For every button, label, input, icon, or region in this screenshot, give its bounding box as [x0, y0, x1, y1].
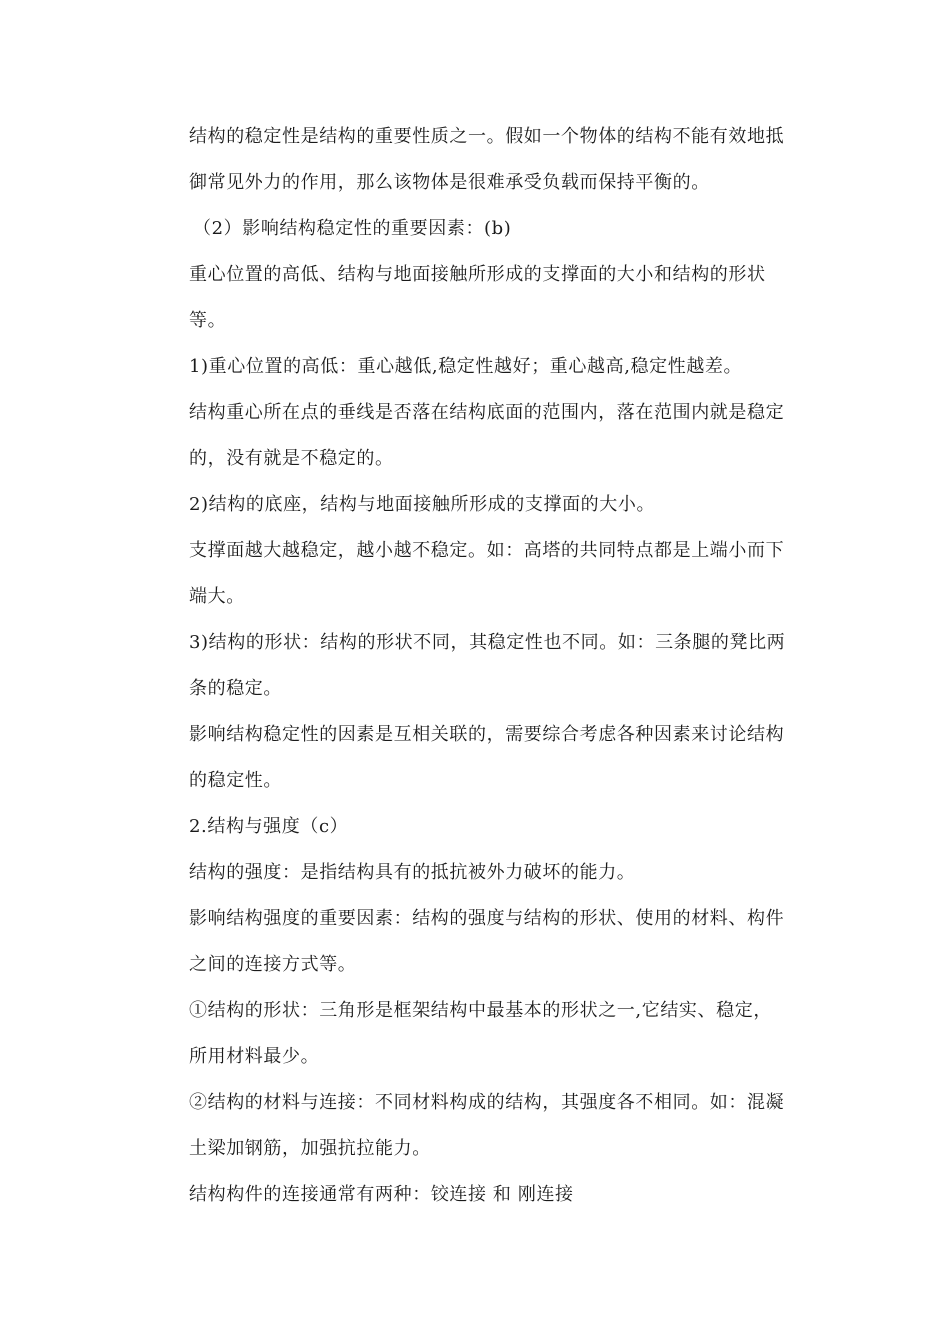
- paragraph-line: 御常见外力的作用，那么该物体是很难承受负载而保持平衡的。: [189, 172, 710, 193]
- list-item: ①结构的形状：三角形是框架结构中最基本的形状之一,它结实、稳定，: [189, 1000, 772, 1021]
- list-item: 1)重心位置的高低：重心越低,稳定性越好；重心越高,稳定性越差。: [189, 356, 743, 377]
- paragraph-line: 结构重心所在点的垂线是否落在结构底面的范围内，落在范围内就是稳定: [189, 402, 785, 423]
- list-item: 3)结构的形状：结构的形状不同，其稳定性也不同。如：三条腿的凳比两: [189, 632, 786, 653]
- paragraph-line: 重心位置的高低、结构与地面接触所形成的支撑面的大小和结构的形状: [189, 264, 766, 285]
- paragraph-line: 的，没有就是不稳定的。: [189, 448, 394, 469]
- paragraph-line: 所用材料最少。: [189, 1046, 320, 1067]
- list-item: ②结构的材料与连接：不同材料构成的结构，其强度各不相同。如：混凝: [189, 1092, 785, 1113]
- paragraph-line: 条的稳定。: [189, 678, 282, 699]
- paragraph-line: 土梁加钢筋，加强抗拉能力。: [189, 1138, 431, 1159]
- list-item: 2)结构的底座，结构与地面接触所形成的支撑面的大小。: [189, 494, 656, 515]
- paragraph-line: 结构的强度：是指结构具有的抵抗被外力破坏的能力。: [189, 862, 636, 883]
- paragraph-line: 结构的稳定性是结构的重要性质之一。假如一个物体的结构不能有效地抵: [189, 126, 785, 147]
- section-heading: （2）影响结构稳定性的重要因素：(b): [193, 218, 512, 239]
- paragraph-line: 支撑面越大越稳定，越小越不稳定。如：高塔的共同特点都是上端小而下: [189, 540, 785, 561]
- paragraph-line: 影响结构稳定性的因素是互相关联的，需要综合考虑各种因素来讨论结构: [189, 724, 785, 745]
- section-heading: 2.结构与强度（c）: [189, 816, 349, 837]
- paragraph-line: 的稳定性。: [189, 770, 282, 791]
- paragraph-line: 端大。: [189, 586, 245, 607]
- paragraph-line: 之间的连接方式等。: [189, 954, 357, 975]
- paragraph-line: 结构构件的连接通常有两种：铰连接 和 刚连接: [189, 1184, 574, 1205]
- paragraph-line: 等。: [189, 310, 227, 331]
- paragraph-line: 影响结构强度的重要因素：结构的强度与结构的形状、使用的材料、构件: [189, 908, 785, 929]
